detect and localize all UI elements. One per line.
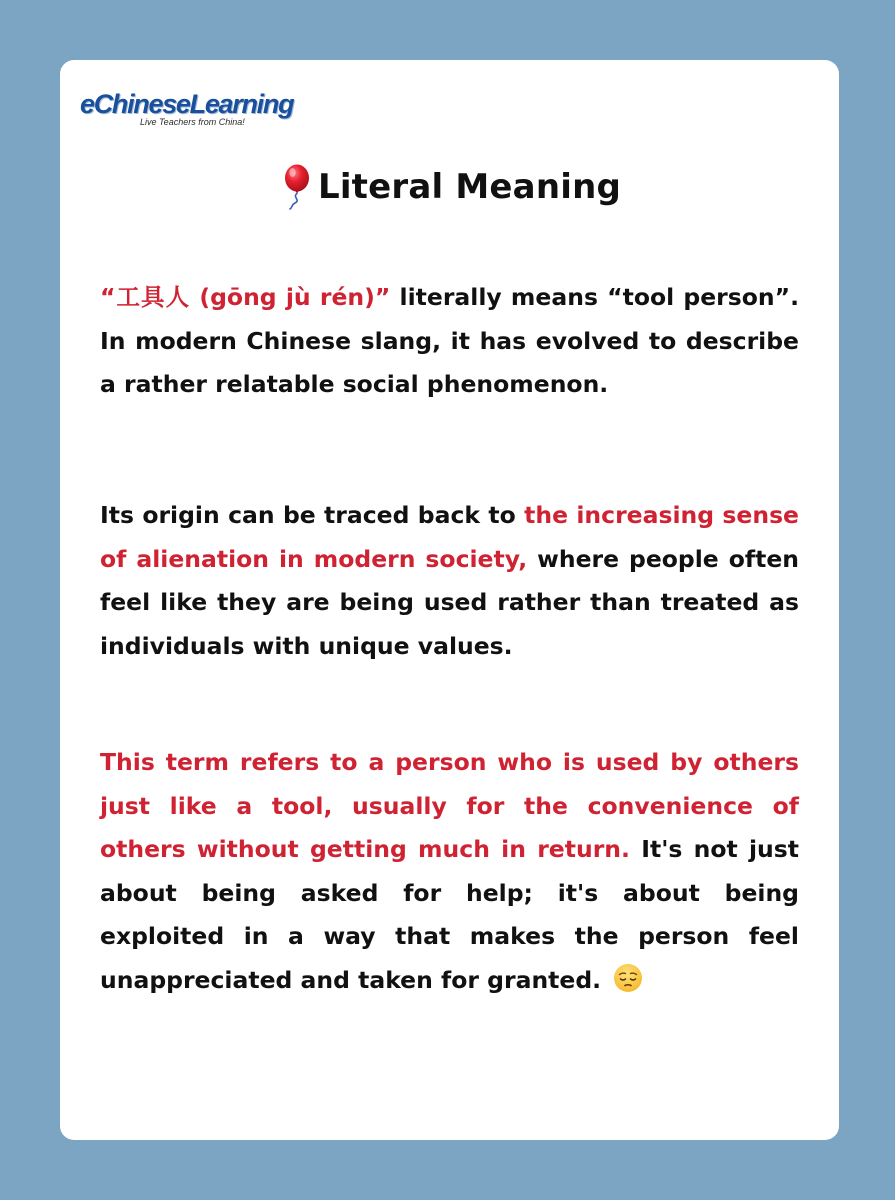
echineselearning-logo[interactable] bbox=[80, 89, 294, 130]
page-title: Literal Meaning bbox=[317, 167, 622, 207]
paragraph-definition bbox=[100, 741, 799, 1002]
content-card bbox=[60, 60, 839, 1140]
paragraph-text: literally means “tool person”. In modern Chinese slang, it has evolved to describe a rather relatable social phenomenon. bbox=[100, 283, 799, 398]
paragraph-literal-meaning bbox=[100, 276, 799, 407]
origin-highlight: the increasing sense of alienation in modern society, bbox=[100, 501, 799, 573]
logo-tagline: Live Teachers from China! bbox=[140, 117, 245, 127]
title-row bbox=[60, 164, 839, 210]
pensive-face-icon bbox=[613, 963, 643, 993]
definition-highlight: This term refers to a person who is used by others just like a tool, usually for the convenience of others without getting much in return. bbox=[100, 748, 799, 863]
term-highlight: “工具人 (gōng jù rén)” bbox=[100, 283, 391, 311]
logo-name: eChineseLearning bbox=[80, 89, 294, 119]
paragraph-text: where people often feel like they are being used rather than treated as individuals with unique values. bbox=[100, 544, 799, 660]
paragraph-origin bbox=[100, 494, 799, 668]
paragraph-text: Its origin can be traced back to bbox=[100, 501, 525, 529]
paragraph-text: It's not just about being asked for help; it's about being exploited in a way that makes the person feel unappreciated and taken for granted. bbox=[100, 835, 799, 994]
balloon-icon bbox=[278, 164, 312, 210]
